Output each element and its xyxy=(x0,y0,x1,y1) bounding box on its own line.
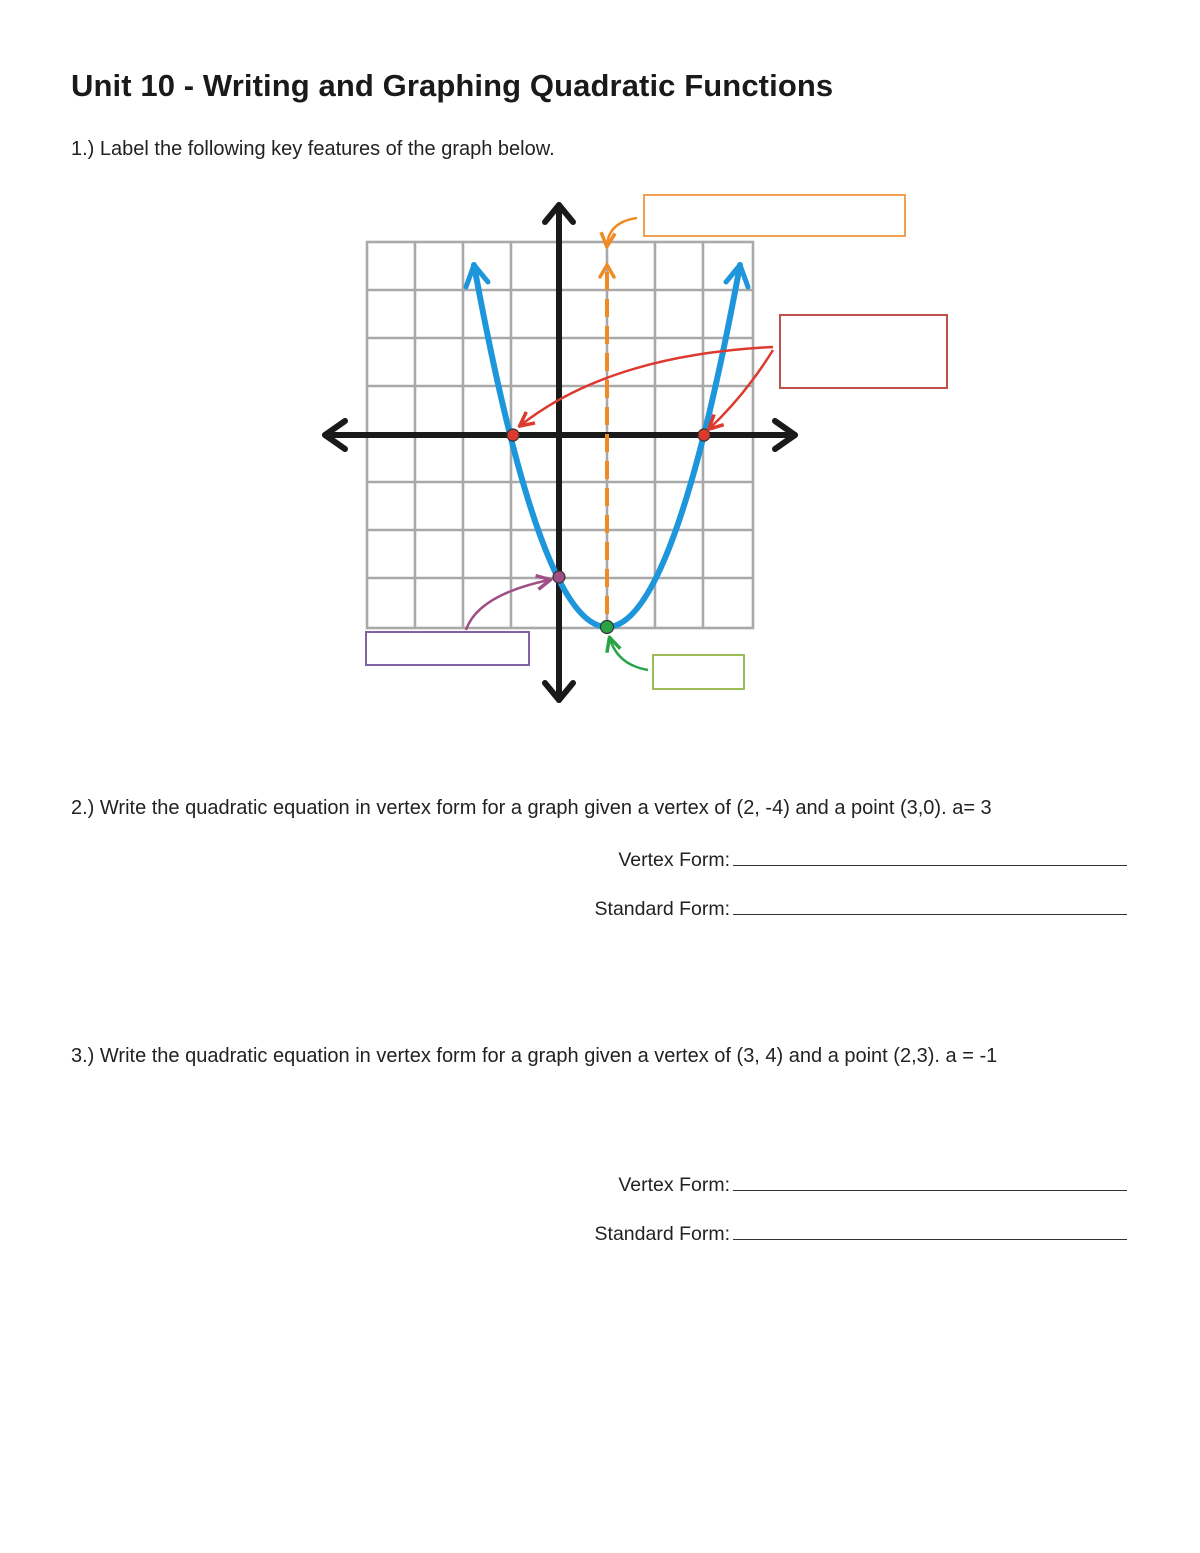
question-1-text: 1.) Label the following key features of the graph below. xyxy=(71,138,555,160)
vertex-label-box xyxy=(653,655,744,689)
vertex-arrow xyxy=(610,639,648,670)
axis-of-symmetry-label-box xyxy=(644,195,905,236)
y-intercept-point xyxy=(553,571,565,583)
x-intercept-left-point xyxy=(507,429,519,441)
vertex-point xyxy=(601,621,614,634)
standard-form-label: Standard Form: xyxy=(594,1223,730,1245)
vertex-form-answer-blank[interactable] xyxy=(733,847,1127,866)
question-3-vertex-form xyxy=(618,1172,1127,1197)
graph-axes xyxy=(325,205,795,700)
standard-form-answer-blank[interactable] xyxy=(733,896,1127,915)
page-title: Unit 10 - Writing and Graphing Quadratic Functions xyxy=(71,68,834,103)
question-2-standard-form xyxy=(595,896,1127,921)
vertex-form-label: Vertex Form: xyxy=(618,1174,730,1196)
y-intercept-label-box xyxy=(366,632,529,665)
vertex-form-answer-blank[interactable] xyxy=(733,1172,1127,1191)
x-intercept-right-point xyxy=(698,429,710,441)
standard-form-label: Standard Form: xyxy=(594,898,730,920)
question-3-standard-form xyxy=(595,1221,1127,1246)
y-intercept-arrow xyxy=(466,580,549,630)
vertex-form-label: Vertex Form: xyxy=(618,849,730,871)
standard-form-answer-blank[interactable] xyxy=(733,1221,1127,1240)
question-3-text: 3.) Write the quadratic equation in vertex form for a graph given a vertex of (3, 4) and a point (2,3). a = -1 xyxy=(71,1045,998,1067)
question-2-text: 2.) Write the quadratic equation in vertex form for a graph given a vertex of (2, -4) and a point (3,0). a= 3 xyxy=(71,797,992,819)
question-2-vertex-form xyxy=(618,847,1127,872)
x-intercepts-label-box xyxy=(780,315,947,388)
parabola-graph xyxy=(0,0,1200,760)
